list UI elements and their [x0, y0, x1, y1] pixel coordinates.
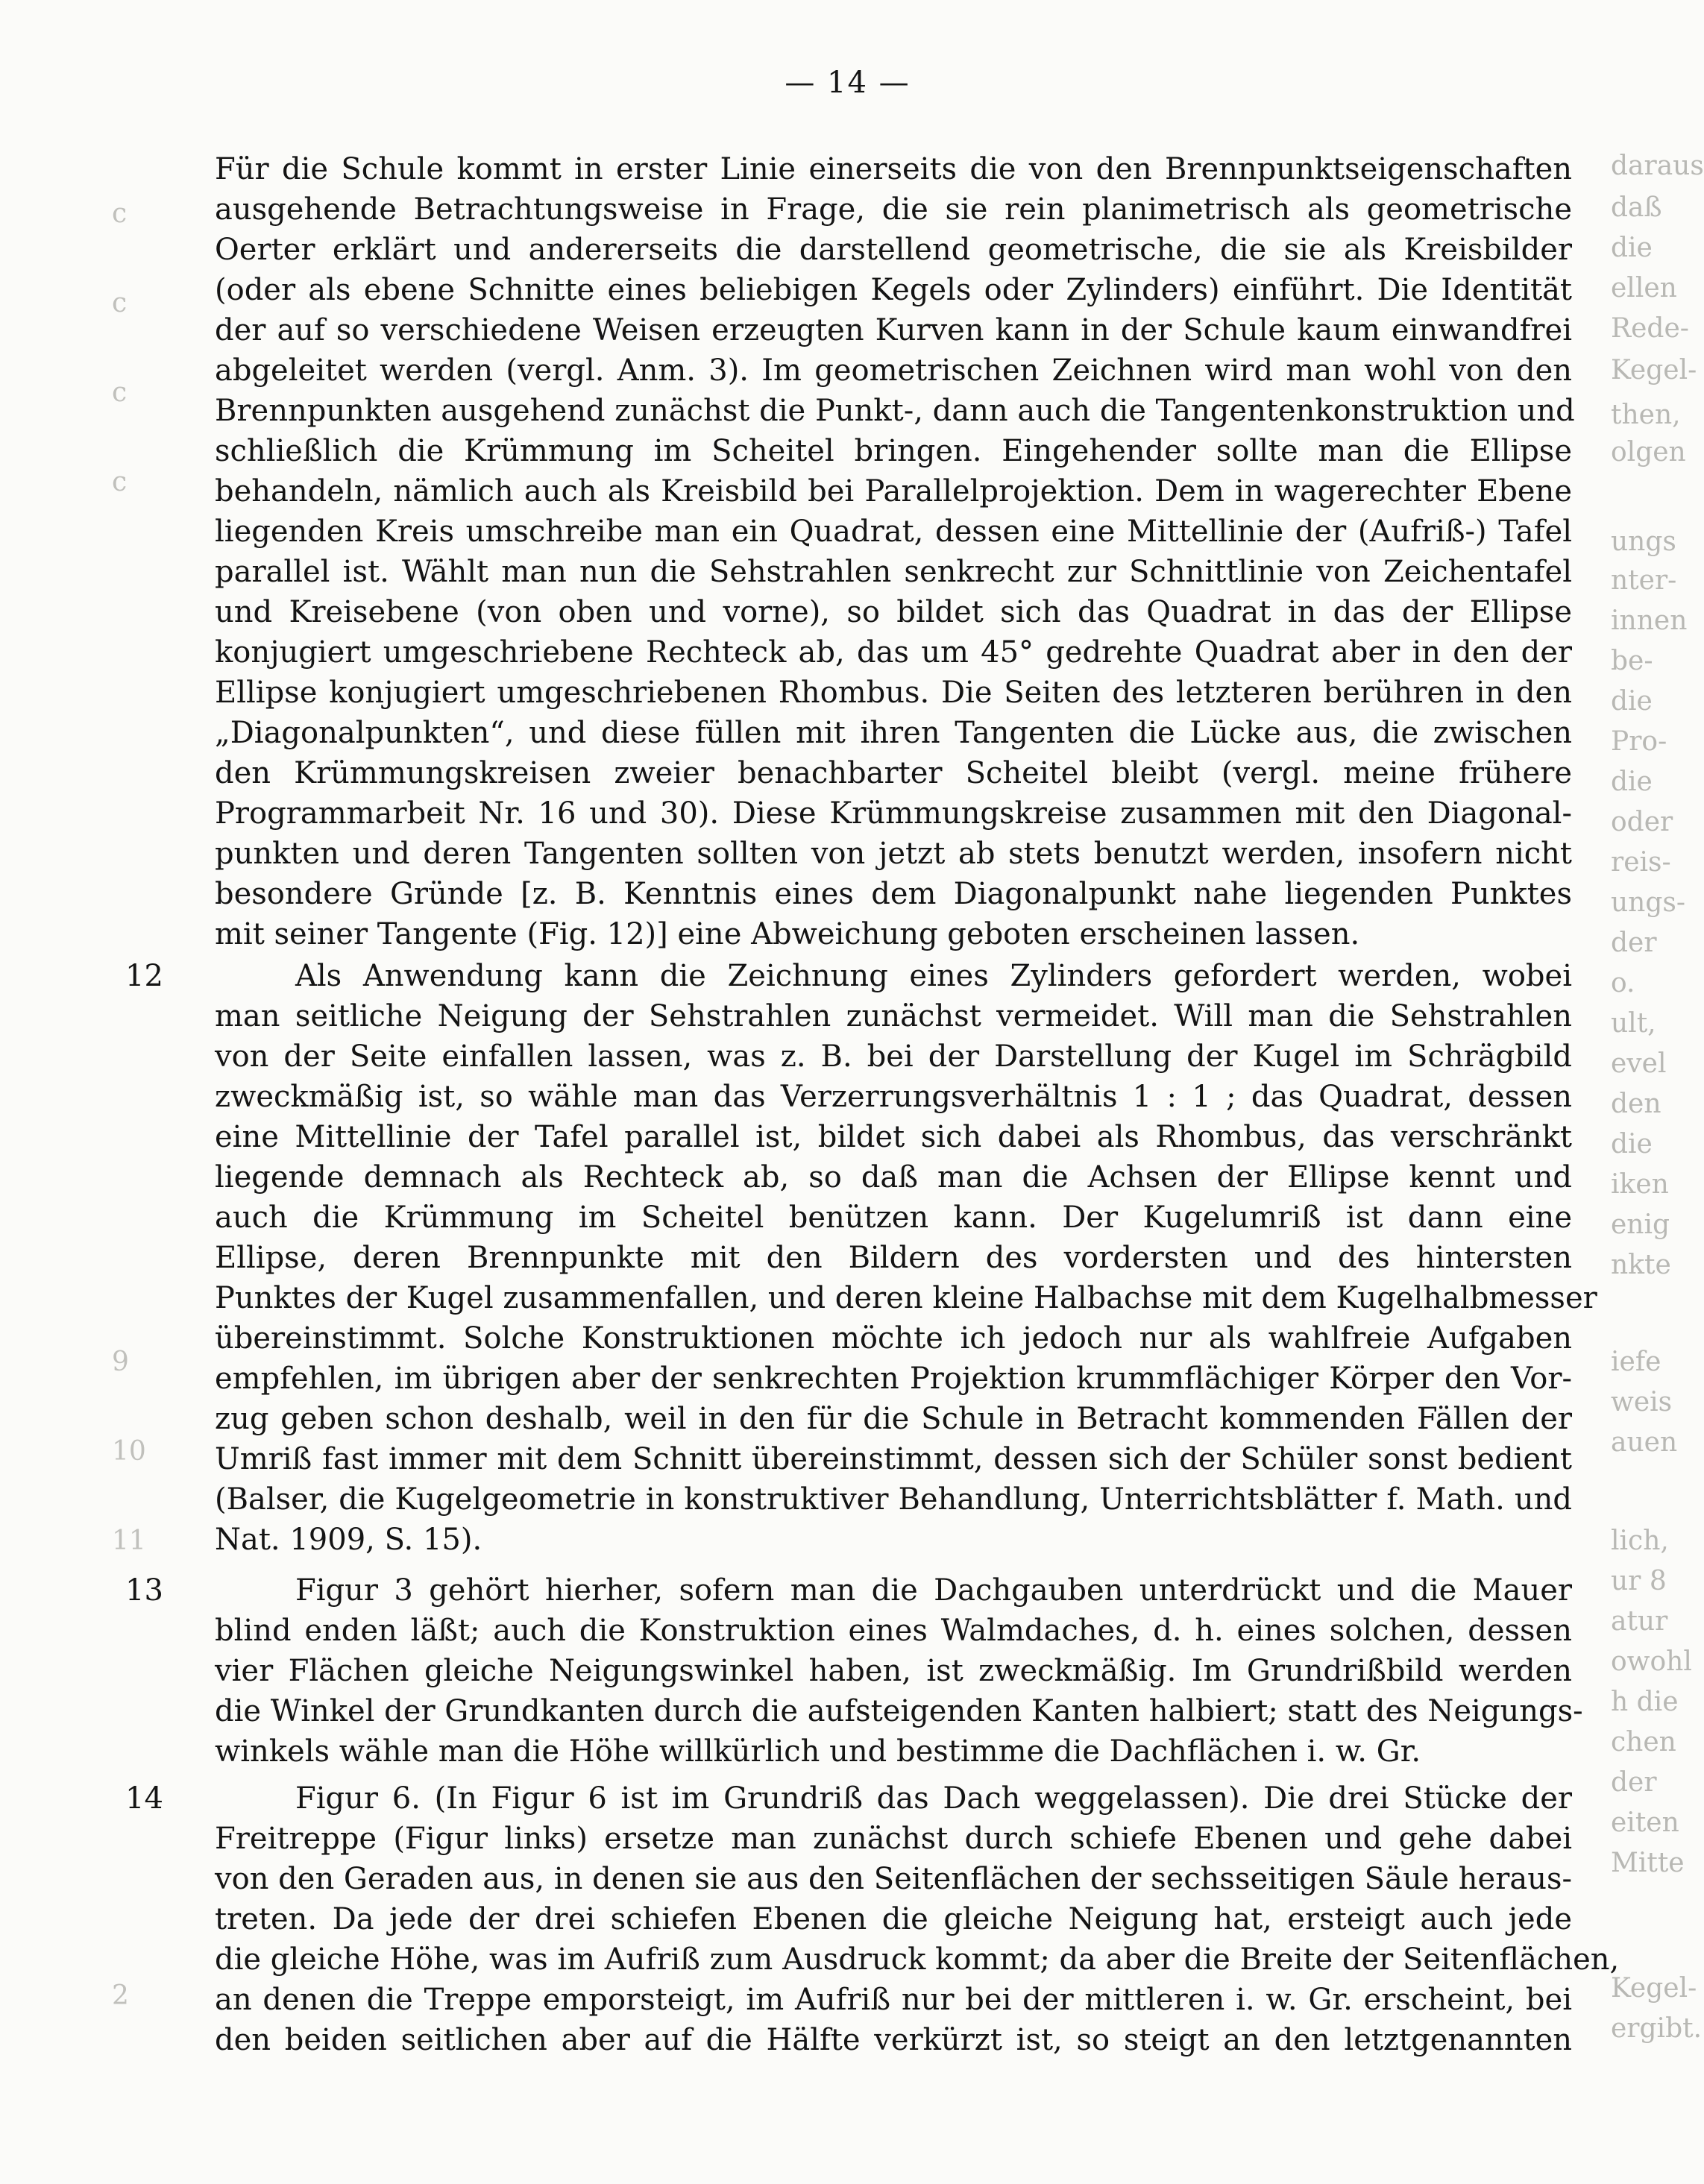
- show-through-word: Pro-: [1611, 726, 1667, 757]
- show-through-word: 11: [112, 1526, 146, 1556]
- text-line: Figur 6. (In Figur 6 ist im Grundriß das Dach weggelassen). Die drei Stücke der: [295, 1781, 1572, 1816]
- show-through-word: die: [1611, 1129, 1653, 1159]
- text-line: winkels wähle man die Höhe willkürlich und bestimme die Dachflächen i. w. Gr.: [215, 1734, 1421, 1769]
- text-line: Ellipse konjugiert umgeschriebenen Rhombus. Die Seiten des letzteren berühren in den: [215, 676, 1572, 710]
- show-through-word: c: [112, 198, 128, 229]
- show-through-word: auen: [1611, 1427, 1678, 1458]
- show-through-word: owohl: [1611, 1646, 1692, 1677]
- show-through-word: ungs-: [1611, 887, 1686, 918]
- show-through-word: Kegel-: [1611, 355, 1697, 385]
- text-line: konjugiert umgeschriebene Rechteck ab, das um 45° gedrehte Quadrat aber in den der: [215, 635, 1572, 670]
- text-line: übereinstimmt. Solche Konstruktionen möchte ich jedoch nur als wahlfreie Aufgaben: [215, 1321, 1572, 1356]
- text-line: Nat. 1909, S. 15).: [215, 1523, 482, 1557]
- paragraph-number-14: 14: [125, 1781, 163, 1816]
- show-through-word: enig: [1611, 1209, 1670, 1240]
- text-line: Oerter erklärt und andererseits die darstellend geometrische, die sie als Kreisbilder: [215, 233, 1572, 267]
- text-line: schließlich die Krümmung im Scheitel bringen. Eingehender sollte man die Ellipse: [215, 434, 1572, 468]
- show-through-word: evel: [1611, 1048, 1667, 1079]
- text-line: an denen die Treppe emporsteigt, im Aufriß nur bei der mittleren i. w. Gr. erscheint, bei: [215, 1983, 1572, 2017]
- text-line: „Diagonalpunkten“, und diese füllen mit ihren Tangenten die Lücke aus, die zwischen: [215, 716, 1572, 750]
- paragraph-13: [215, 1570, 1583, 1772]
- text-line: parallel ist. Wählt man nun die Sehstrahlen senkrecht zur Schnittlinie von Zeichentafel: [215, 555, 1572, 589]
- show-through-word: ult,: [1611, 1008, 1656, 1039]
- text-line: zweckmäßig ist, so wähle man das Verzerrungsverhältnis 1 : 1 ; das Quadrat, dessen: [215, 1080, 1572, 1114]
- show-through-word: weis: [1611, 1387, 1673, 1417]
- show-through-word: die: [1611, 767, 1653, 797]
- paragraph-number-13: 13: [125, 1573, 163, 1608]
- show-through-word: chen: [1611, 1727, 1676, 1757]
- text-line: besondere Gründe [z. B. Kenntnis eines dem Diagonalpunkt nahe liegenden Punktes: [215, 877, 1572, 911]
- show-through-word: h die: [1611, 1687, 1679, 1717]
- show-through-word: c: [112, 467, 128, 497]
- text-line: Figur 3 gehört hierher, sofern man die Dachgauben unterdrückt und die Mauer: [295, 1573, 1572, 1608]
- paragraph-14: [215, 1778, 1620, 2060]
- show-through-word: eiten: [1611, 1807, 1679, 1838]
- show-through-word: c: [112, 377, 128, 408]
- show-through-word: die: [1611, 686, 1653, 717]
- text-line: Als Anwendung kann die Zeichnung eines Zylinders gefordert werden, wobei: [295, 959, 1572, 993]
- text-line: der auf so verschiedene Weisen erzeugten Kurven kann in der Schule kaum einwandfrei: [215, 313, 1572, 347]
- text-line: (Balser, die Kugelgeometrie in konstruktiver Behandlung, Unterrichtsblätter f. Math. und: [215, 1482, 1572, 1517]
- text-line: eine Mittellinie der Tafel parallel ist, bildet sich dabei als Rhombus, das verschränkt: [215, 1120, 1572, 1154]
- show-through-word: den: [1611, 1089, 1661, 1119]
- show-through-word: daß: [1611, 192, 1662, 223]
- text-line: man seitliche Neigung der Sehstrahlen zunächst vermeidet. Will man die Sehstrahlen: [215, 999, 1572, 1033]
- text-line: behandeln, nämlich auch als Kreisbild bei Parallelprojektion. Dem in wagerechter Ebene: [215, 474, 1572, 509]
- show-through-word: Rede-: [1611, 313, 1689, 344]
- show-through-word: lich,: [1611, 1526, 1669, 1556]
- text-line: die Winkel der Grundkanten durch die aufsteigenden Kanten halbiert; statt des Neigungs-: [215, 1694, 1583, 1728]
- text-line: den Krümmungskreisen zweier benachbarter Scheitel bleibt (vergl. meine frühere: [215, 756, 1572, 790]
- text-line: zug geben schon deshalb, weil in den für die Schule in Betracht kommenden Fällen der: [215, 1402, 1572, 1436]
- text-line: Ellipse, deren Brennpunkte mit den Bildern des vordersten und des hintersten: [215, 1241, 1572, 1275]
- show-through-word: ellen: [1611, 273, 1677, 303]
- text-line: den beiden seitlichen aber auf die Hälfte verkürzt ist, so steigt an den letztgenannten: [215, 2023, 1572, 2057]
- show-through-word: 9: [112, 1347, 129, 1377]
- show-through-word: oder: [1611, 807, 1673, 837]
- text-line: Brennpunkten ausgehend zunächst die Punkt-, dann auch die Tangentenkonstruktion und: [215, 394, 1575, 428]
- show-through-word: ergibt.: [1611, 2013, 1703, 2044]
- paragraph-intro: [215, 149, 1575, 954]
- show-through-word: Kegel-: [1611, 1973, 1697, 2004]
- show-through-word: then,: [1611, 400, 1681, 430]
- text-line: von den Geraden aus, in denen sie aus den Seitenflächen der sechsseitigen Säule heraus-: [215, 1862, 1572, 1896]
- show-through-word: innen: [1611, 605, 1688, 636]
- show-through-word: atur: [1611, 1606, 1668, 1637]
- show-through-word: ungs: [1611, 526, 1676, 557]
- text-line: die gleiche Höhe, was im Aufriß zum Ausdruck kommt; da aber die Breite der Seitenflächen,: [215, 1942, 1620, 1977]
- text-line: auch die Krümmung im Scheitel benützen kann. Der Kugelumriß ist dann eine: [215, 1200, 1572, 1235]
- page-number: — 14 —: [785, 66, 911, 100]
- text-line: blind enden läßt; auch die Konstruktion eines Walmdaches, d. h. eines solchen, dessen: [215, 1614, 1572, 1648]
- text-line: Für die Schule kommt in erster Linie einerseits die von den Brennpunktseigenschaften: [215, 152, 1572, 186]
- show-through-word: Mitte: [1611, 1848, 1685, 1878]
- show-through-word: nter-: [1611, 565, 1677, 596]
- show-through-word: reis-: [1611, 847, 1671, 878]
- text-line: von der Seite einfallen lassen, was z. B. bei der Darstellung der Kugel im Schrägbild: [215, 1039, 1572, 1074]
- show-through-word: ur 8: [1611, 1566, 1667, 1596]
- paragraph-12: [215, 956, 1597, 1560]
- text-line: treten. Da jede der drei schiefen Ebenen die gleiche Neigung hat, ersteigt auch jede: [215, 1902, 1572, 1936]
- show-through-word: der: [1611, 1767, 1657, 1798]
- paragraph-number-12: 12: [125, 959, 163, 993]
- text-line: Punktes der Kugel zusammenfallen, und deren kleine Halbachse mit dem Kugelhalbmesser: [215, 1281, 1597, 1315]
- text-line: (oder als ebene Schnitte eines beliebigen Kegels oder Zylinders) einführt. Die Identität: [215, 273, 1572, 307]
- show-through-word: be-: [1611, 646, 1653, 676]
- show-through-word: olgen: [1611, 437, 1686, 468]
- text-line: Programmarbeit Nr. 16 und 30). Diese Krümmungskreise zusammen mit den Diagonal-: [215, 796, 1572, 831]
- text-line: empfehlen, im übrigen aber der senkrechten Projektion krummflächiger Körper den Vor-: [215, 1362, 1572, 1396]
- show-through-word: die: [1611, 233, 1653, 263]
- show-through-word: 2: [112, 1980, 129, 2011]
- text-line: punkten und deren Tangenten sollten von jetzt ab stets benutzt werden, insofern nicht: [215, 837, 1572, 871]
- text-line: mit seiner Tangente (Fig. 12)] eine Abweichung geboten erscheinen lassen.: [215, 917, 1360, 951]
- show-through-word: der: [1611, 928, 1657, 958]
- text-line: Umriß fast immer mit dem Schnitt übereinstimmt, dessen sich der Schüler sonst bedient: [215, 1442, 1572, 1476]
- text-line: Freitreppe (Figur links) ersetze man zunächst durch schiefe Ebenen und gehe dabei: [215, 1822, 1572, 1856]
- text-line: liegende demnach als Rechteck ab, so daß man die Achsen der Ellipse kennt und: [215, 1160, 1572, 1195]
- text-line: liegenden Kreis umschreibe man ein Quadrat, dessen eine Mittellinie der (Aufriß-) Tafel: [215, 514, 1572, 549]
- text-line: und Kreisebene (von oben und vorne), so bildet sich das Quadrat in das der Ellipse: [215, 595, 1572, 629]
- show-through-word: c: [112, 288, 128, 318]
- show-through-word: 10: [112, 1436, 146, 1467]
- text-line: vier Flächen gleiche Neigungswinkel haben, ist zweckmäßig. Im Grundrißbild werden: [215, 1654, 1572, 1688]
- show-through-word: iken: [1611, 1169, 1669, 1200]
- text-line: abgeleitet werden (vergl. Anm. 3). Im geometrischen Zeichnen wird man wohl von den: [215, 353, 1572, 388]
- show-through-word: iefe: [1611, 1347, 1661, 1377]
- show-through-word: daraus: [1611, 151, 1704, 181]
- text-line: ausgehende Betrachtungsweise in Frage, die sie rein planimetrisch als geometrische: [215, 192, 1572, 227]
- show-through-word: nkte: [1611, 1250, 1671, 1280]
- show-through-word: o.: [1611, 968, 1635, 998]
